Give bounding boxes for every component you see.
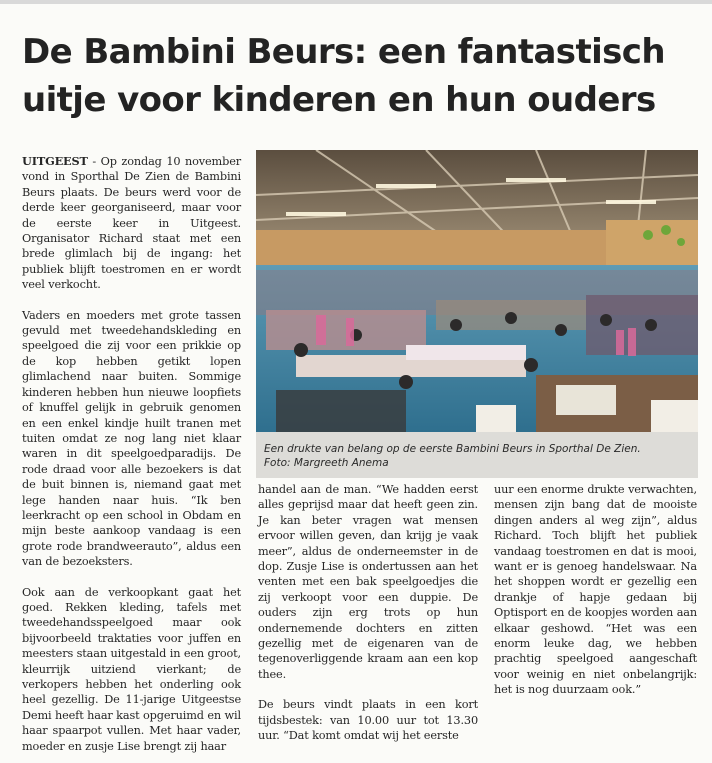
- photo-caption: [264, 442, 694, 470]
- caption-credit: Foto: Margreeth Anema: [264, 457, 389, 469]
- caption-line-1: Een drukte van belang op de eerste Bambini Beurs in Sporthal De Zien.: [264, 443, 641, 455]
- article-photo: [256, 150, 698, 432]
- paragraph-4-flow: uur een enorme drukte verwachten, mensen zijn bang dat de mooiste dingen anders al weg zijn”, aldus Richard. Toch blijft het publiek vandaag toestromen en dat is mooi, want er is genoeg handelswaar. Na het shoppen wordt er gezellig een drankje of hapje gedaan bij Optisport en de koopjes worden aan elkaar geshowd. “Het was een enorm leuke dag, we hebben prachtig speelgoed aangeschaft voor weinig en niet onbelangrijk: het is nog duurzaam ook.”: [494, 483, 697, 697]
- top-divider: [0, 0, 712, 4]
- intro-text: - Op zondag 10 november vond in Sporthal De Zien de Bambini Beurs plaats. De beurs werd voor de derde keer georganiseerd, maar voor de eerste keer in Uitgeest. Organisator Richard staat met een brede glimlach bij de ingang: het publiek blijft toestromen en er wordt veel verkocht.: [22, 155, 241, 292]
- body-paragraph-3-part: [22, 585, 241, 754]
- headline-line-2: uitje voor kinderen en hun ouders: [22, 80, 656, 120]
- sports-hall-market-photo: [256, 150, 698, 432]
- article-column-1: [22, 154, 241, 754]
- body-paragraph-3-cont: [258, 482, 478, 682]
- photo-caption-box: [256, 432, 698, 478]
- body-paragraph-2: Vaders en moeders met grote tassen gevuld met tweedehandskleding en speelgoed die zij voor een prikkie op de kop hebben getikt lopen glimlachend naar buiten. Sommige kinderen hebben hun nieuwe loopfiets of knuffel gelijk in gebruik genomen en een enkel kindje huilt tranen met tuiten omdat ze nog lang niet klaar waren in dit speelgoedparadijs. De rode draad voor alle bezoekers is dat de buit binnen is, niemand gaat met lege handen naar huis. “Ik ben leerkracht op een school in Obdam en mijn beste aankoop vandaag is een grote rode brandweerauto”, aldus een van de bezoeksters.: [22, 308, 241, 569]
- intro-paragraph: [22, 154, 241, 293]
- body-paragraph-4-part: [258, 697, 478, 743]
- body-paragraph-4-cont: [494, 482, 697, 698]
- article-column-3: [494, 482, 697, 698]
- article-headline: [22, 28, 702, 124]
- headline-line-1: De Bambini Beurs: een fantastisch: [22, 32, 665, 72]
- paragraph-3-flow: handel aan de man. “We hadden eerst alles geprijsd maar dat heeft geen zin. Je kan beter vragen wat mensen ervoor willen geven, dan krijg je vaak meer”, aldus de onderneemster in de dop. Zusje Lise is ondertussen aan het venten met een bak speelgoedjes die zij verkoopt voor een duppie. De ouders zijn erg trots op hun ondernemende dochters en zitten gezellig met de eigenaren van de tegenoverliggende kraam aan een kop thee.: [258, 483, 478, 681]
- paragraph-4-flow: De beurs vindt plaats in een kort tijdsbestek: van 10.00 uur tot 13.30 uur. “Dat komt omdat wij het eerste: [258, 698, 478, 743]
- dateline: UITGEEST: [22, 154, 88, 168]
- paragraph-3-flow: Ook aan de verkoopkant gaat het goed. Rekken kleding, tafels met tweedehandsspeelgoed maar ook bijvoorbeeld traktaties voor juffen en meesters staan uitgestald in een groot, kleurrijk uitziend vierkant; de verkopers hebben het onderling ook heel gezellig. De 11-jarige Uitgeestse Demi heeft haar kast opgeruimd en wil haar spaarpot vullen. Met haar vader, moeder en zusje Lise brengt zij haar: [22, 585, 241, 753]
- article-column-2: [258, 482, 478, 744]
